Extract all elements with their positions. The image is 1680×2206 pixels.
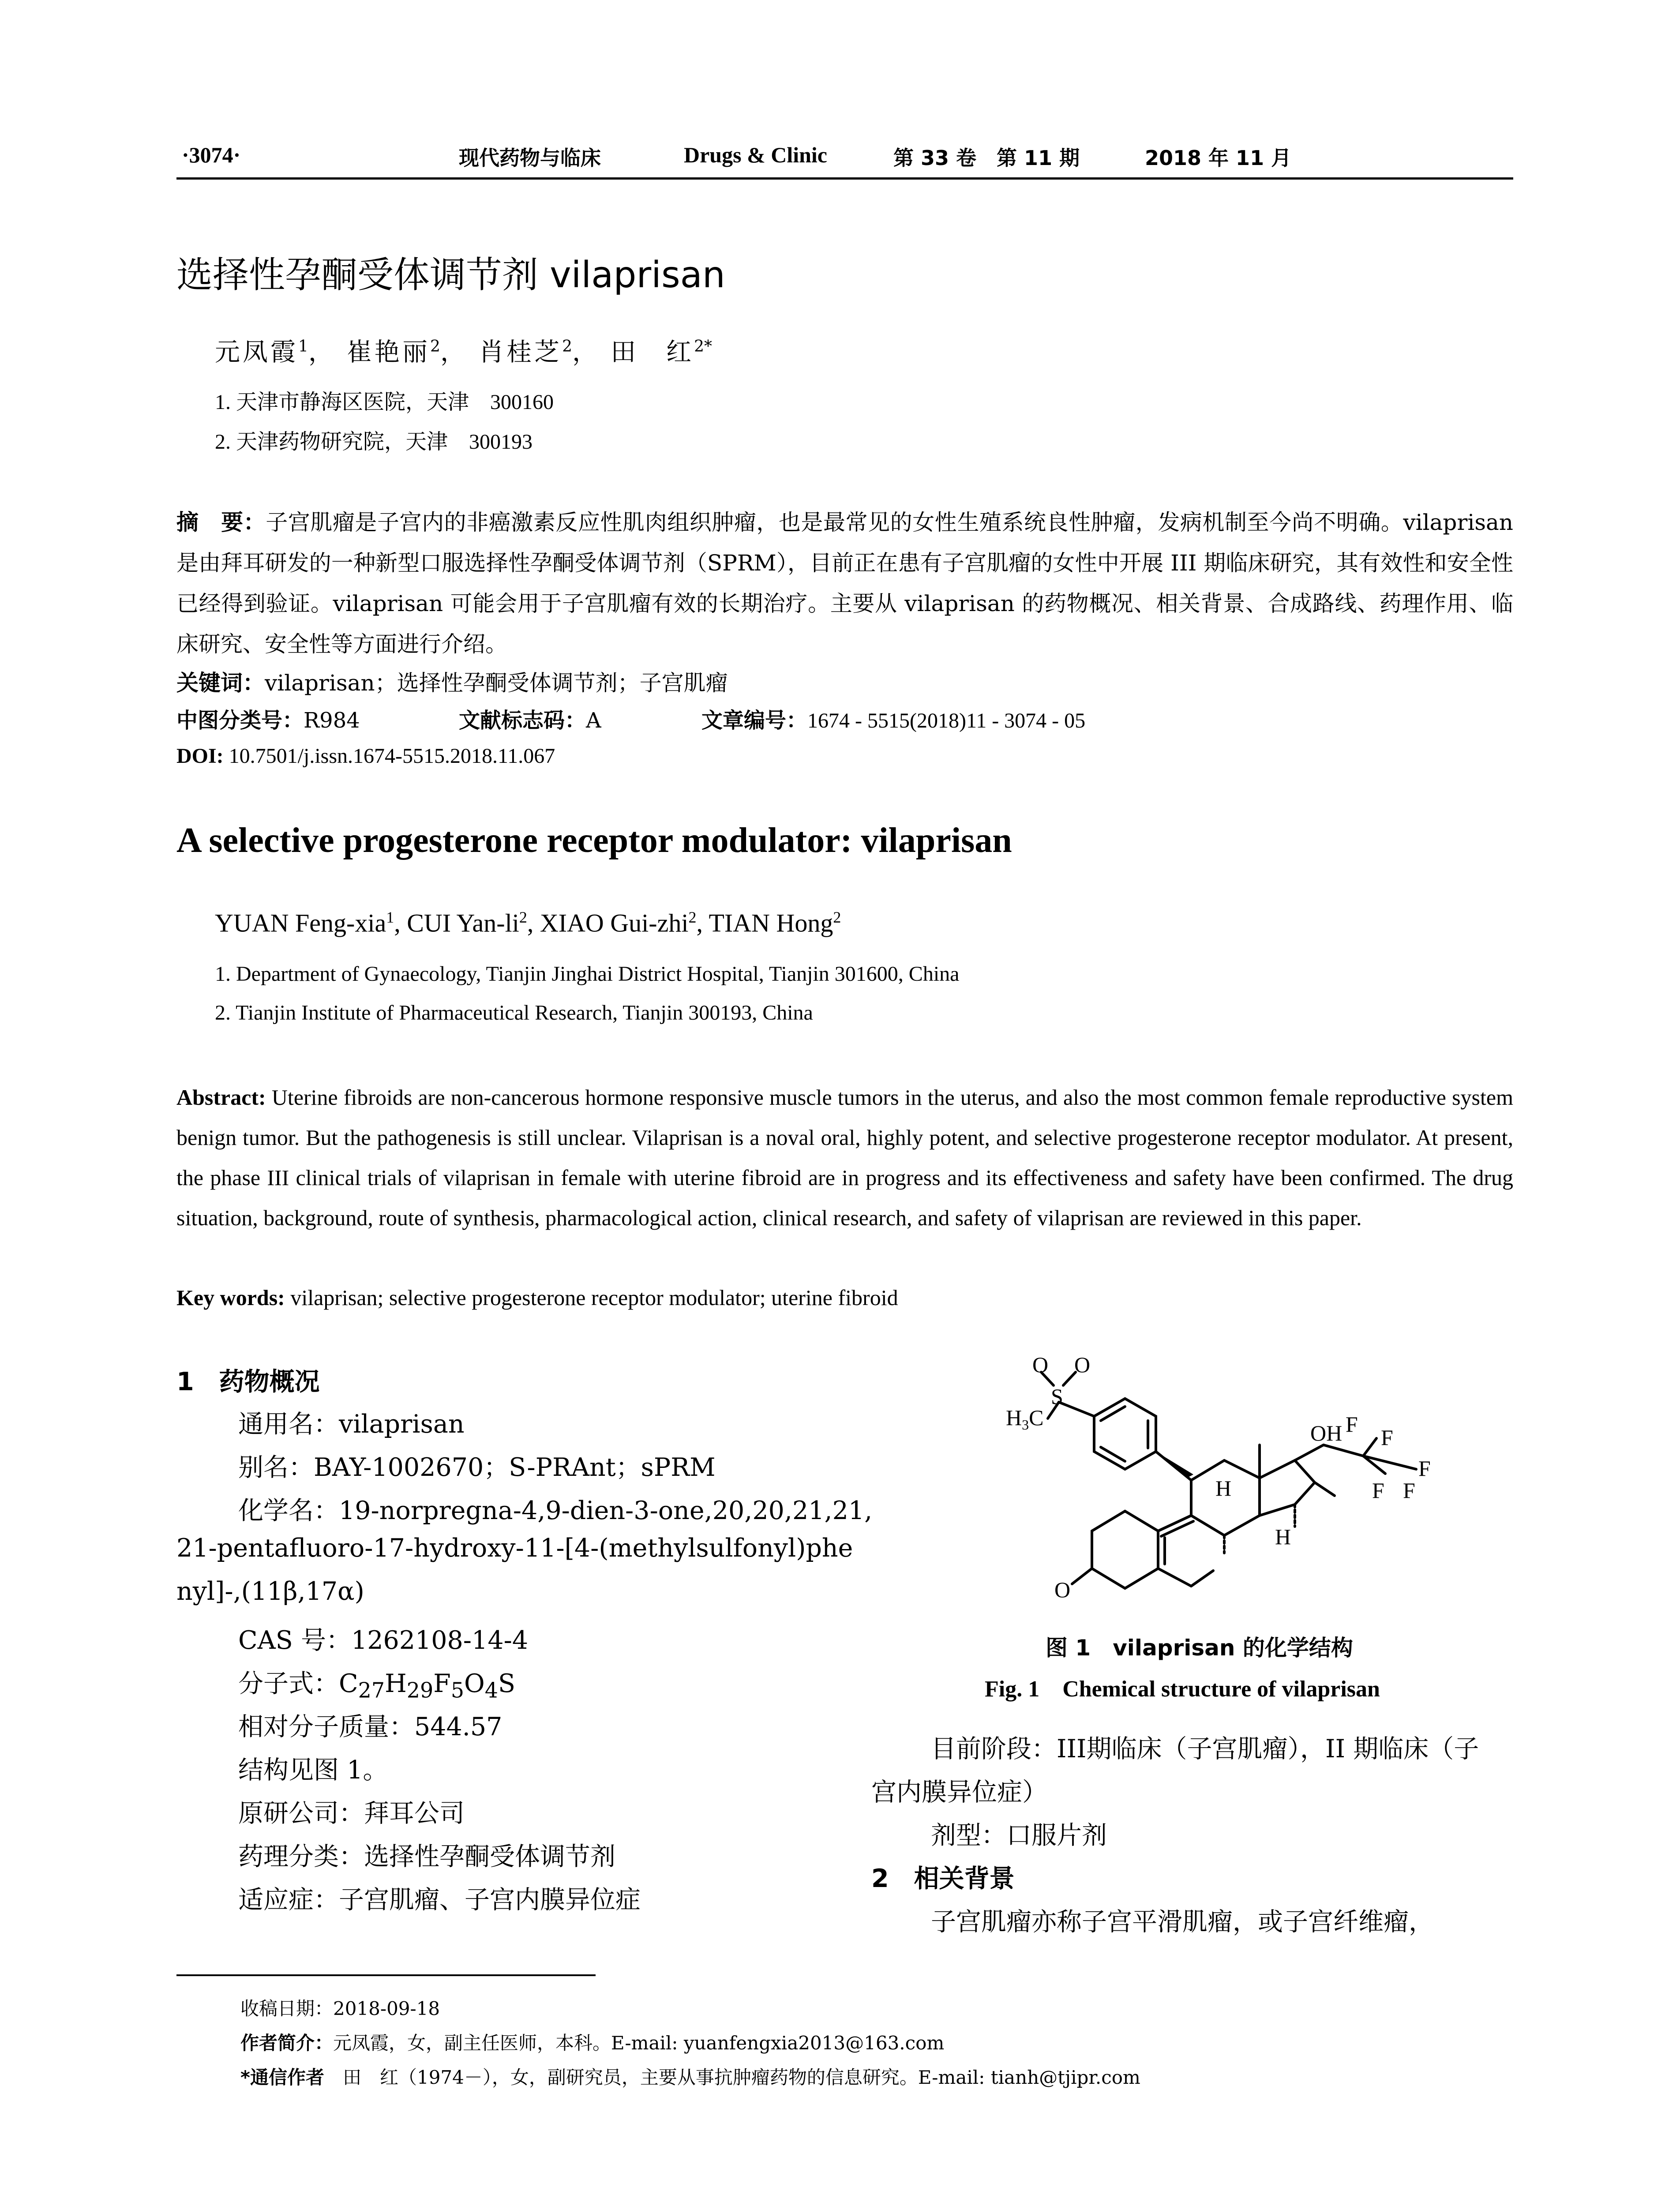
author-intro-label: 作者简介： (240, 2032, 334, 2054)
methyl-h: H (1006, 1405, 1022, 1430)
generic-name: 通用名：vilaprisan (238, 1410, 465, 1439)
atom-hydroxyl: OH (1310, 1421, 1342, 1445)
section-1-heading: 1 药物概况 (176, 1367, 320, 1396)
doc-value: A (586, 708, 601, 733)
volume-issue: 第 33 卷 第 11 期 (893, 146, 1080, 170)
atom-fluorine: F (1403, 1478, 1415, 1503)
author-name: 田 红 (611, 338, 694, 367)
corr-text: 田 红（1974－），女，副研究员，主要从事抗肿瘤药物的信息研究。E-mail: tianh@tjipr.com (324, 2067, 1140, 2088)
title-en: A selective progesterone receptor modulator: vilaprisan (176, 821, 1012, 860)
chemical-name-2: 21-pentafluoro-17-hydroxy-11-[4-(methylsulfonyl)phe (176, 1534, 853, 1563)
formula-count: 5 (450, 1678, 465, 1703)
abstract-cn (176, 502, 1513, 664)
author-name: 元凤霞 (215, 338, 298, 367)
formula-element: H (385, 1669, 407, 1698)
keywords-en (176, 1278, 1513, 1318)
author-name: 肖桂芝 (479, 338, 562, 367)
received-date: 收稿日期：2018-09-18 (240, 1998, 440, 2019)
footnote-rule (176, 1974, 596, 1976)
art-label: 文章编号： (701, 708, 808, 733)
author-name: 崔艳丽 (347, 338, 431, 367)
methyl-count: 3 (1022, 1417, 1029, 1433)
title-cn: 选择性孕酮受体调节剂 vilaprisan (176, 254, 725, 296)
author-sup: 1 (386, 908, 394, 926)
keywords-en-text: vilaprisan; selective progesterone receptor modulator; uterine fibroid (285, 1285, 898, 1310)
abstract-cn-label: 摘 要： (176, 510, 266, 535)
structure-ref: 结构见图 1。 (238, 1756, 388, 1785)
atom-fluorine: F (1372, 1478, 1384, 1503)
article-number (701, 703, 1085, 734)
author-name-en: XIAO Gui-zhi (540, 908, 689, 938)
doc-label: 文献标志码： (459, 708, 586, 733)
affiliation-cn-1: 1. 天津市静海区医院，天津 300160 (215, 390, 554, 414)
author-sup: 2 (430, 338, 440, 356)
authors-cn: 元凤霞$^1$， 崔艳丽$^2$， 肖桂芝$^2$， 田 红$^{2*}$ (215, 338, 712, 367)
formula-count: 4 (484, 1678, 499, 1703)
chemical-name-3: nyl]-,(11β,17α) (176, 1577, 364, 1606)
author-sup: 2 (519, 908, 527, 926)
formula-element: O (464, 1669, 485, 1698)
chemical-name-1: 化学名：19-norpregna-4,9-dien-3-one,20,20,21,21, (238, 1496, 873, 1525)
affiliation-en-2: 2. Tianjin Institute of Pharmaceutical Research, Tianjin 300193, China (215, 1001, 813, 1024)
formula-label: 分子式： (238, 1669, 339, 1698)
page-number: ·3074· (182, 143, 241, 167)
formula-element: S (498, 1669, 516, 1698)
author-name-en: TIAN Hong (709, 908, 833, 938)
affiliation-cn-2: 2. 天津药物研究院，天津 300193 (215, 430, 533, 454)
section-2-text: 子宫肌瘤亦称子宫平滑肌瘤，或子宫纤维瘤， (931, 1907, 1434, 1936)
original-company: 原研公司：拜耳公司 (238, 1799, 465, 1828)
journal-name-cn: 现代药物与临床 (459, 146, 601, 170)
author-sup: 2* (694, 338, 712, 356)
section-2-heading: 2 相关背景 (871, 1864, 1015, 1893)
pharmacological-class: 药理分类：选择性孕酮受体调节剂 (238, 1842, 615, 1871)
art-value: 1674 - 5515(2018)11 - 3074 - 05 (807, 709, 1086, 732)
abstract-en-text: Uterine fibroids are non-cancerous hormone responsive muscle tumors in the uterus, and also the most common female reproductive system benign tumor. But the pathogenesis is still unclear. Vilaprisan is a noval oral, highly potent, and selective progesterone receptor modulator. At present, the phase III clinical trials of vilaprisan in female with uterine fibroid are in progress and its effectiveness and safety have been confirmed. The drug situation, background, route of synthesis, pharmacological action, clinical research, and safety of vilaprisan are reviewed in this paper. (176, 1085, 1513, 1230)
atom-methyl (1006, 1405, 1043, 1433)
formula-count: 27 (358, 1678, 385, 1703)
development-stage-1: 目前阶段：III期临床（子宫肌瘤），II 期临床（子 (931, 1734, 1479, 1763)
atom-oxygen: O (1032, 1352, 1049, 1377)
formula-element: C (339, 1669, 358, 1698)
author-sup: 1 (298, 338, 308, 356)
development-stage-2: 宫内膜异位症） (871, 1778, 1047, 1807)
clc-value: R984 (304, 708, 360, 733)
authors-en: YUAN Feng-xia$^1$, CUI Yan-$li^2$, XIAO Gui-zhi$^2$, TIAN Hong$^2$ (215, 908, 841, 938)
author-name-en: CUI Yan-li (407, 908, 519, 938)
atom-hydrogen: H (1275, 1524, 1291, 1549)
affiliation-en-1: 1. Department of Gynaecology, Tianjin Jinghai District Hospital, Tianjin 301600, China (215, 962, 960, 986)
doc-code (459, 703, 601, 734)
publish-date: 2018 年 11 月 (1145, 146, 1292, 170)
atom-fluorine: F (1346, 1412, 1358, 1437)
formula-count: 29 (406, 1678, 434, 1703)
formula-element: F (433, 1669, 451, 1698)
keywords-cn-text: vilaprisan；选择性孕酮受体调节剂；子宫肌瘤 (265, 670, 728, 696)
author-sup: 2 (562, 338, 572, 356)
author-sup: 2 (688, 908, 697, 926)
indication: 适应症：子宫肌瘤、子宫内膜异位症 (238, 1885, 641, 1914)
author-intro-text: 元凤霞，女，副主任医师，本科。E-mail: yuanfengxia2013@163.com (333, 2032, 945, 2054)
doi-value: 10.7501/j.issn.1674-5515.2018.11.067 (223, 744, 555, 768)
author-sup: 2 (833, 908, 841, 926)
abstract-en (176, 1077, 1513, 1238)
header-rule (176, 177, 1513, 180)
figure-caption-en: Fig. 1 Chemical structure of vilaprisan (985, 1677, 1380, 1702)
author-intro (240, 2029, 944, 2055)
corr-label: *通信作者 (240, 2067, 324, 2088)
corresponding-author (240, 2063, 1140, 2090)
atom-fluorine: F (1381, 1425, 1393, 1450)
classification-line (176, 703, 360, 734)
atom-fluorine: F (1418, 1456, 1431, 1481)
molecular-weight: 相对分子质量：544.57 (238, 1712, 502, 1741)
atom-hydrogen: H (1215, 1476, 1232, 1501)
molecular-formula (238, 1663, 515, 1703)
alias: 别名：BAY-1002670；S-PRAnt；sPRM (238, 1453, 716, 1482)
author-name-en: YUAN Feng-xia (215, 908, 386, 938)
clc-label: 中图分类号： (176, 708, 304, 733)
figure-caption-cn: 图 1 vilaprisan 的化学结构 (1046, 1635, 1353, 1661)
journal-name-en: Drugs & Clinic (684, 143, 827, 167)
atom-sulfur: S (1051, 1384, 1063, 1409)
keywords-cn (176, 663, 1513, 703)
keywords-cn-label: 关键词： (176, 670, 265, 696)
doi-label: DOI: (176, 744, 224, 768)
abstract-en-label: Abstract: (176, 1085, 266, 1110)
dosage-form: 剂型：口服片剂 (931, 1821, 1107, 1850)
methyl-c: C (1029, 1405, 1044, 1430)
abstract-cn-text: 子宫肌瘤是子宫内的非癌激素反应性肌肉组织肿瘤，也是最常见的女性生殖系统良性肿瘤，发病机制至今尚不明确。vilaprisan 是由拜耳研发的一种新型口服选择性孕酮受体调节剂（SPRM），目前正在患有子宫肌瘤的女性中开展 III 期临床研究，其有效性和安全性已经得到验证。vilaprisan 可能会用于子宫肌瘤有效的长期治疗。主要从 vilaprisan 的药物概况、相关背景、合成路线、药理作用、临床研究、安全性等方面进行介绍。 (176, 510, 1514, 657)
doi (176, 744, 555, 768)
chemical-structure-figure (1006, 1350, 1469, 1602)
atom-oxygen: O (1074, 1352, 1091, 1377)
cas-number: CAS 号：1262108-14-4 (238, 1626, 529, 1655)
keywords-en-label: Key words: (176, 1285, 285, 1310)
atom-oxygen: O (1054, 1577, 1071, 1602)
